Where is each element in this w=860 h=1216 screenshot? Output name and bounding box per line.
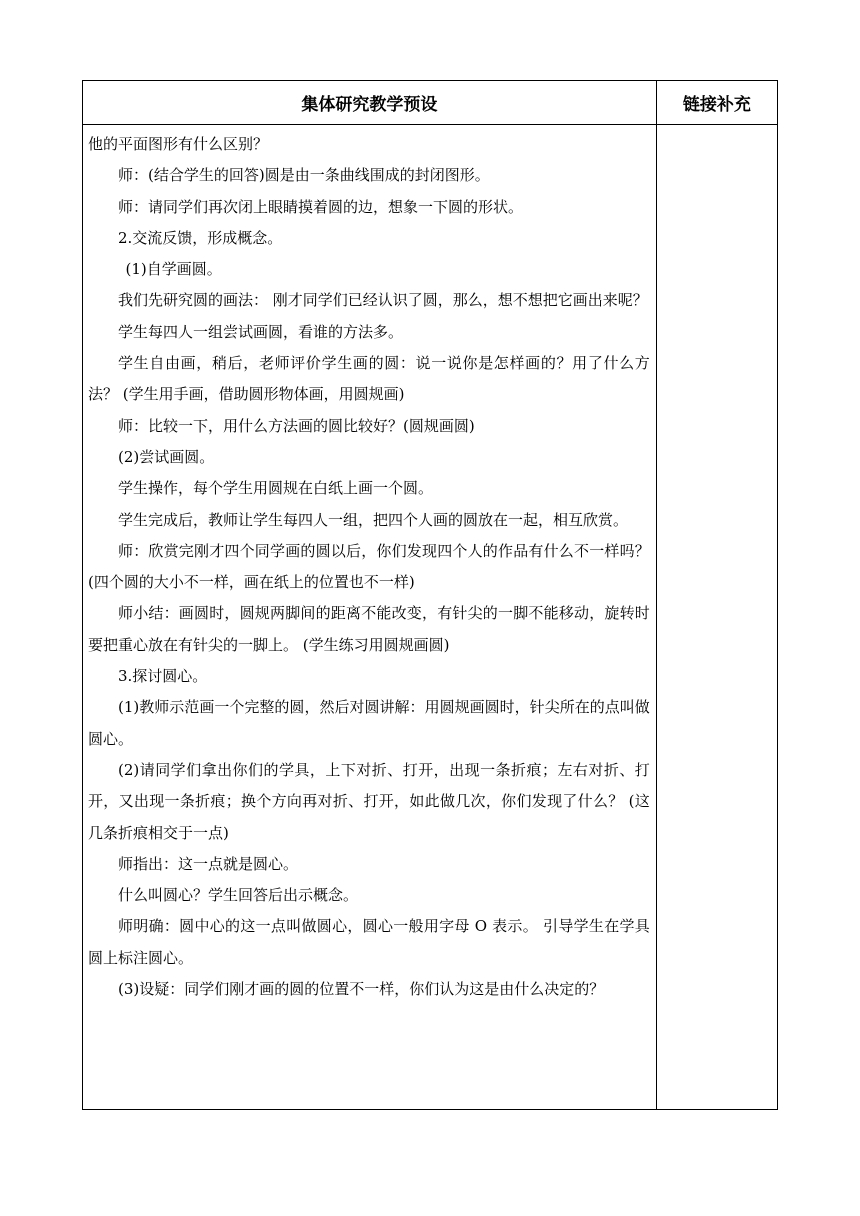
paragraph: 师：欣赏完刚才四个同学画的圆以后，你们发现四个人的作品有什么不一样吗？ (四个圆的大小不一样，画在纸上的位置也不一样)	[88, 541, 650, 592]
paragraph: 我们先研究圆的画法： 刚才同学们已经认识了圆，那么，想不想把它画出来呢？	[118, 291, 648, 310]
header-main: 集体研究教学预设	[83, 81, 657, 125]
table-body-row	[83, 125, 778, 1110]
paragraph: (2)请同学们拿出你们的学具，上下对折、打开，出现一条折痕；左右对折、打开，又出现一条折痕；换个方向再对折、打开，如此做几次，你们发现了什么？ (这几条折痕相交于一点)	[88, 760, 650, 842]
header-side: 链接补充	[656, 81, 777, 125]
main-content-cell	[83, 125, 657, 1110]
paragraph: (2)尝试画圆。	[118, 447, 215, 466]
paragraph: 师：比较一下，用什么方法画的圆比较好？(圆规画圆)	[118, 416, 475, 435]
paragraph: 2.交流反馈，形成概念。	[118, 228, 283, 247]
content-text	[83, 125, 656, 1005]
paragraph: 师明确：圆中心的这一点叫做圆心，圆心一般用字母 O 表示。 引导学生在学具圆上标注圆心。	[88, 917, 650, 967]
paragraph: 师：(结合学生的回答)圆是由一条曲线围成的封闭图形。	[118, 166, 490, 185]
paragraph: 什么叫圆心？学生回答后出示概念。	[118, 886, 359, 905]
paragraph: 学生完成后，教师让学生每四人一组，把四个人画的圆放在一起，相互欣赏。	[118, 510, 629, 529]
lesson-plan-table	[82, 80, 778, 1110]
paragraph: 师指出：这一点就是圆心。	[118, 854, 299, 873]
side-content-cell	[656, 125, 777, 1110]
paragraph: 学生每四人一组尝试画圆，看谁的方法多。	[118, 322, 404, 341]
paragraph: (1)教师示范画一个完整的圆，然后对圆讲解：用圆规画圆时，针尖所在的点叫做圆心。	[88, 698, 650, 748]
paragraph: 师：请同学们再次闭上眼睛摸着圆的边，想象一下圆的形状。	[118, 197, 524, 216]
paragraph: (1)自学画圆。	[125, 260, 222, 279]
paragraph: 他的平面图形有什么区别？	[88, 135, 269, 153]
paragraph: 3.探讨圆心。	[118, 667, 208, 686]
paragraph: 学生操作，每个学生用圆规在白纸上画一个圆。	[118, 479, 434, 498]
paragraph: 学生自由画，稍后，老师评价学生画的圆：说一说你是怎样画的？用了什么方法？ (学生用手画，借助圆形物体画，用圆规画)	[88, 354, 650, 404]
table-header-row	[83, 81, 778, 125]
paragraph: (3)设疑：同学们刚才画的圆的位置不一样，你们认为这是由什么决定的？	[118, 980, 605, 999]
paragraph: 师小结：画圆时，圆规两脚间的距离不能改变，有针尖的一脚不能移动，旋转时要把重心放在有针尖的一脚上。 (学生练习用圆规画圆)	[88, 604, 650, 654]
